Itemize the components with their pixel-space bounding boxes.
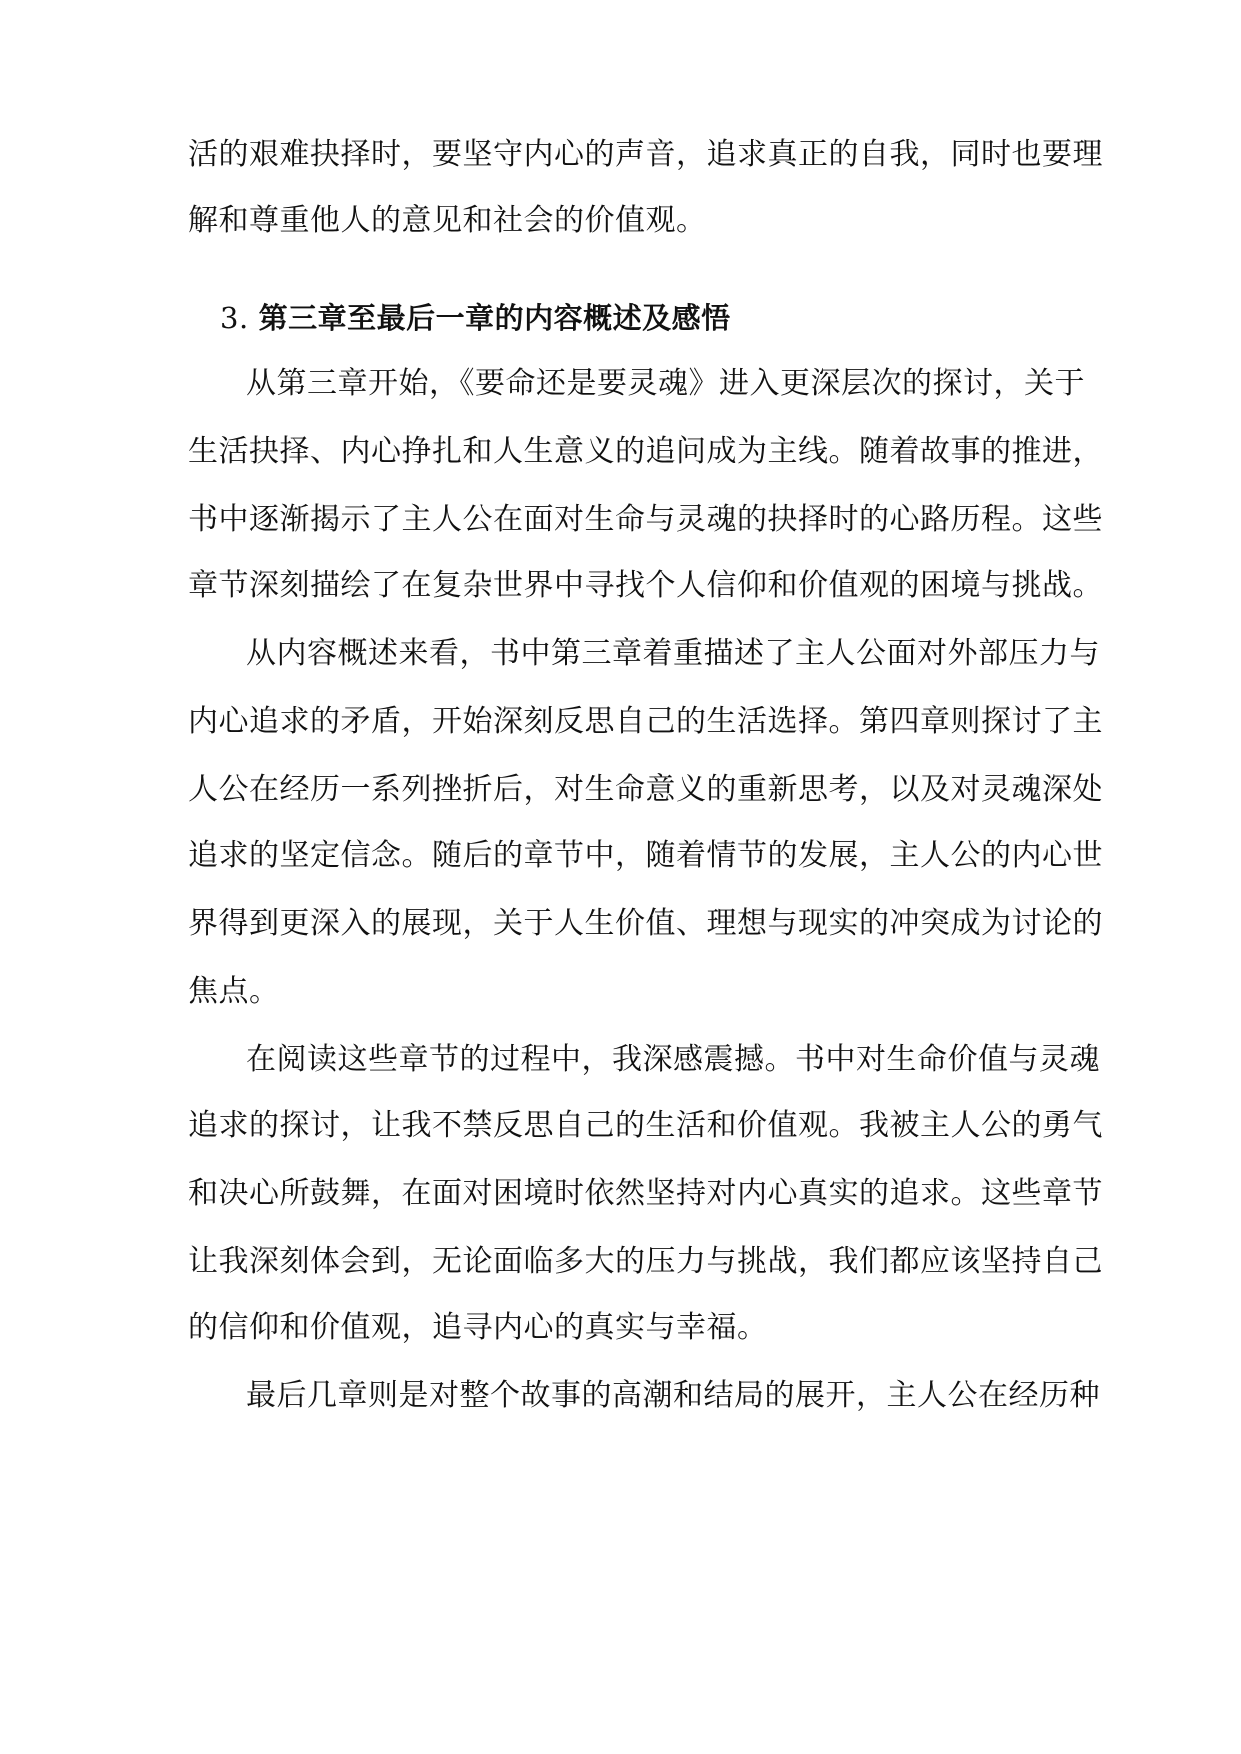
body-text-line: 章节深刻描绘了在复杂世界中寻找个人信仰和价值观的困境与挑战。	[188, 568, 1103, 603]
body-text-line: 在阅读这些章节的过程中，我深感震撼。书中对生命价值与灵魂	[246, 1042, 1100, 1077]
body-text-line: 从第三章开始，《要命还是要灵魂》进入更深层次的探讨，关于	[246, 366, 1085, 401]
body-text-line: 和决心所鼓舞，在面对困境时依然坚持对内心真实的追求。这些章节	[188, 1176, 1103, 1211]
section-title: 第三章至最后一章的内容概述及感悟	[258, 301, 731, 335]
body-text-line: 从内容概述来看，书中第三章着重描述了主人公面对外部压力与	[246, 636, 1100, 671]
body-text-line: 焦点。	[188, 974, 280, 1009]
body-text-line: 追求的坚定信念。随后的章节中，随着情节的发展，主人公的内心世	[188, 838, 1103, 873]
body-text-line: 追求的探讨，让我不禁反思自己的生活和价值观。我被主人公的勇气	[188, 1108, 1103, 1143]
body-text-line: 活的艰难抉择时，要坚守内心的声音，追求真正的自我，同时也要理	[188, 137, 1103, 172]
body-text-line: 生活抉择、内心挣扎和人生意义的追问成为主线。随着故事的推进，	[188, 434, 1103, 469]
section-number: 3.	[220, 301, 249, 335]
body-text-line: 人公在经历一系列挫折后，对生命意义的重新思考，以及对灵魂深处	[188, 772, 1103, 807]
body-text-line: 书中逐渐揭示了主人公在面对生命与灵魂的抉择时的心路历程。这些	[188, 502, 1103, 537]
body-text-line: 界得到更深入的展现，关于人生价值、理想与现实的冲突成为讨论的	[188, 906, 1103, 941]
body-text-line: 解和尊重他人的意见和社会的价值观。	[188, 203, 707, 238]
body-text-line: 的信仰和价值观，追寻内心的真实与幸福。	[188, 1310, 768, 1345]
body-text-line: 内心追求的矛盾，开始深刻反思自己的生活选择。第四章则探讨了主	[188, 704, 1103, 739]
section-heading	[220, 298, 1080, 338]
body-text-line: 最后几章则是对整个故事的高潮和结局的展开，主人公在经历种	[246, 1378, 1100, 1413]
body-text-line: 让我深刻体会到，无论面临多大的压力与挑战，我们都应该坚持自己	[188, 1244, 1103, 1279]
